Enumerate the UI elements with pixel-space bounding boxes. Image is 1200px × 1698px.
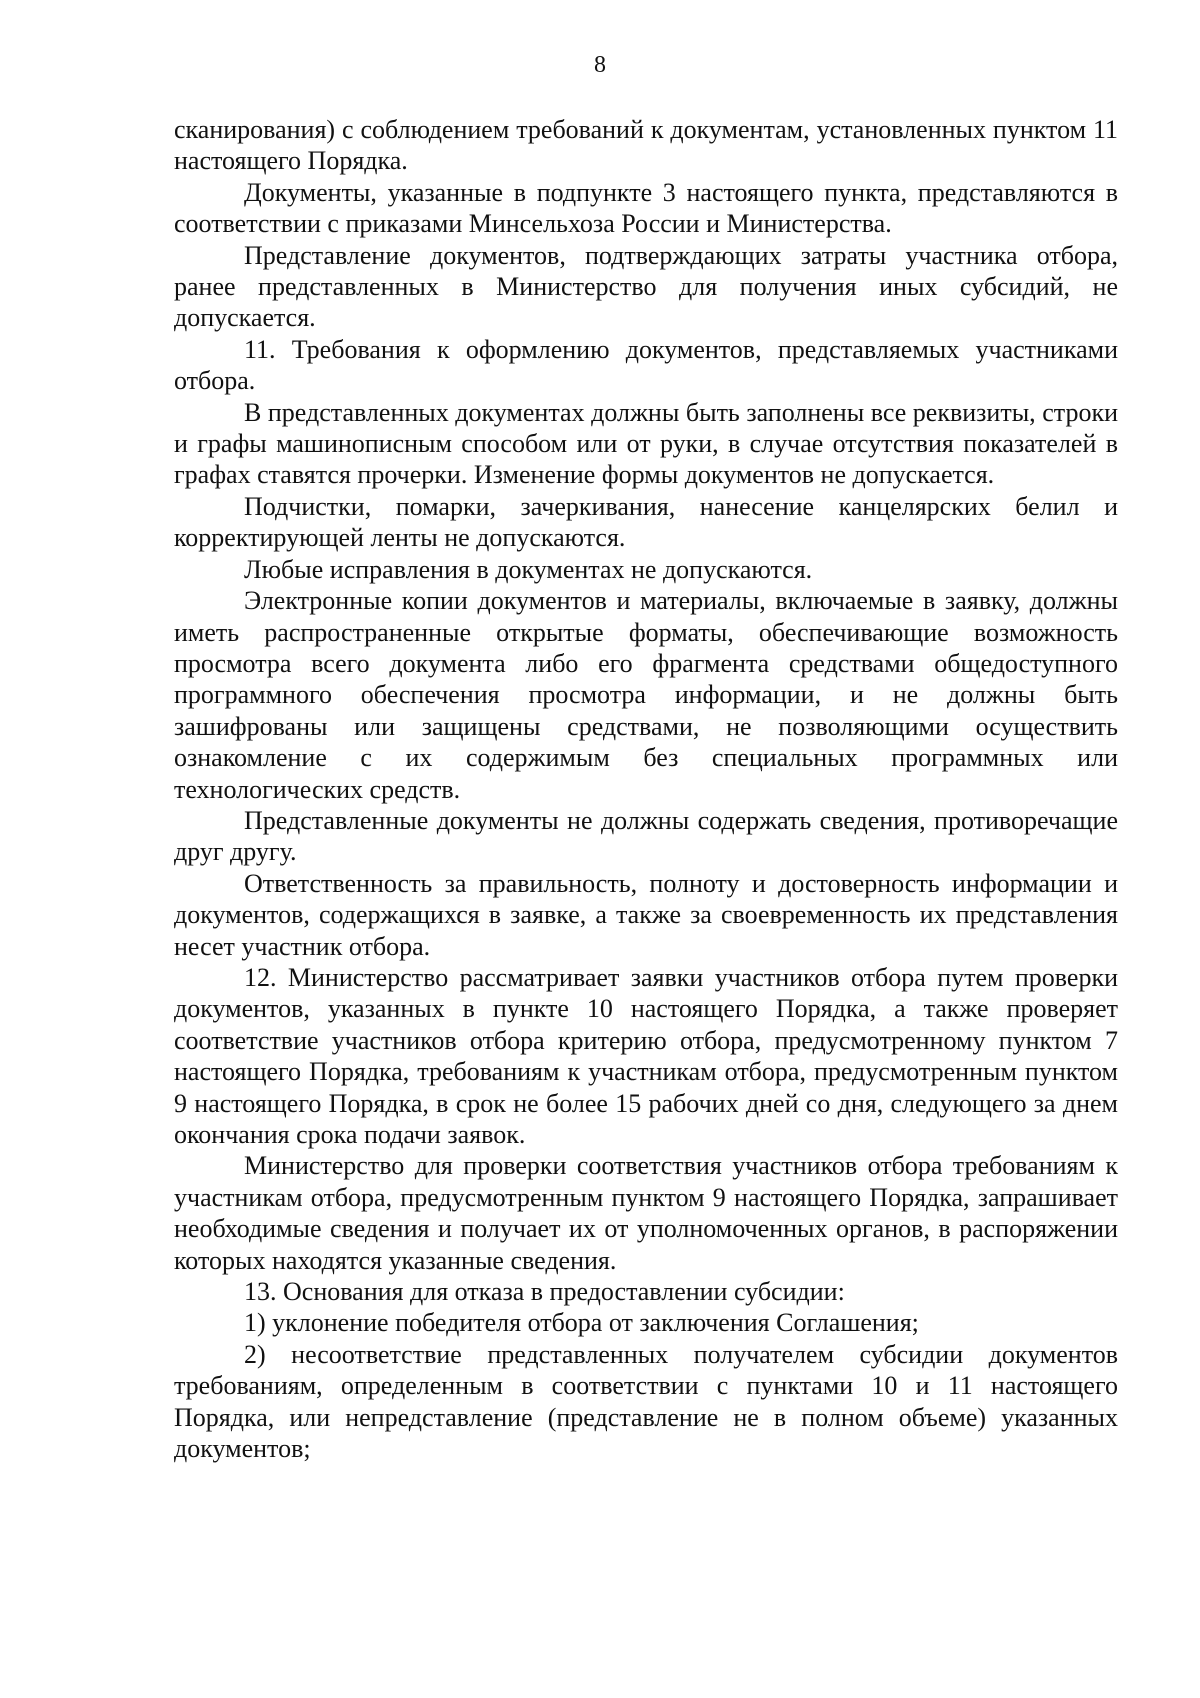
paragraph-requisites: В представленных документах должны быть заполнены все реквизиты, строки и графы машинописным способом или от руки, в случае отсутствия показателей в графах ставятся прочерки. Изменение формы документов не допускается. [174, 397, 1118, 490]
paragraph-expense-documents: Представление документов, подтверждающих затраты участника отбора, ранее представленных в Министерство для получения иных субсидий, не допускается. [174, 240, 1118, 333]
document-body [174, 114, 1118, 1464]
paragraph-clause-11: 11. Требования к оформлению документов, представляемых участниками отбора. [174, 334, 1118, 396]
page-number: 8 [594, 52, 606, 78]
paragraph-clause-13: 13. Основания для отказа в предоставлении субсидии: [244, 1277, 845, 1307]
paragraph-clause-12: 12. Министерство рассматривает заявки участников отбора путем проверки документов, указанных в пункте 10 настоящего Порядка, а также проверяет соответствие участников отбора критерию отбора, предусмотренному пунктом 7 настоящего Порядка, требованиям к участникам отбора, предусмотренным пунктом 9 настоящего Порядка, в срок не более 15 рабочих дней со дня, следующего за днем окончания срока подачи заявок. [174, 962, 1118, 1149]
paragraph-continuation: сканирования) с соблюдением требований к документам, установленных пунктом 11 настоящего Порядка. [174, 115, 1118, 176]
paragraph-refusal-reason-2: 2) несоответствие представленных получателем субсидии документов требованиям, определенным в соответствии с пунктами 10 и 11 настоящего Порядка, или непредставление (представление не в полном объеме) указанных документов; [174, 1339, 1118, 1464]
paragraph-erasures: Подчистки, помарки, зачеркивания, нанесение канцелярских белил и корректирующей ленты не допускаются. [174, 491, 1118, 553]
paragraph-corrections: Любые исправления в документах не допускаются. [244, 554, 813, 584]
paragraph-electronic-copies: Электронные копии документов и материалы, включаемые в заявку, должны иметь распространенные открытые форматы, обеспечивающие возможность просмотра всего документа либо его фрагмента средствами общедоступного программного обеспечения просмотра информации, и не должны быть зашифрованы или защищены средствами, не позволяющими осуществить ознакомление с их содержимым без специальных программных или технологических средств. [174, 586, 1118, 804]
paragraph-documents-per-orders: Документы, указанные в подпункте 3 настоящего пункта, представляются в соответствии с приказами Минсельхоза России и Министерства. [174, 177, 1118, 239]
paragraph-contradictions: Представленные документы не должны содержать сведения, противоречащие друг другу. [174, 805, 1118, 867]
paragraph-responsibility: Ответственность за правильность, полноту и достоверность информации и документов, содержащихся в заявке, а также за своевременность их представления несет участник отбора. [174, 868, 1118, 961]
paragraph-ministry-requests: Министерство для проверки соответствия участников отбора требованиям к участникам отбора, предусмотренным пунктом 9 настоящего Порядка, запрашивает необходимые сведения и получает их от уполномоченных органов, в распоряжении которых находятся указанные сведения. [174, 1151, 1118, 1275]
paragraph-refusal-reason-1: 1) уклонение победителя отбора от заключения Соглашения; [244, 1308, 919, 1338]
